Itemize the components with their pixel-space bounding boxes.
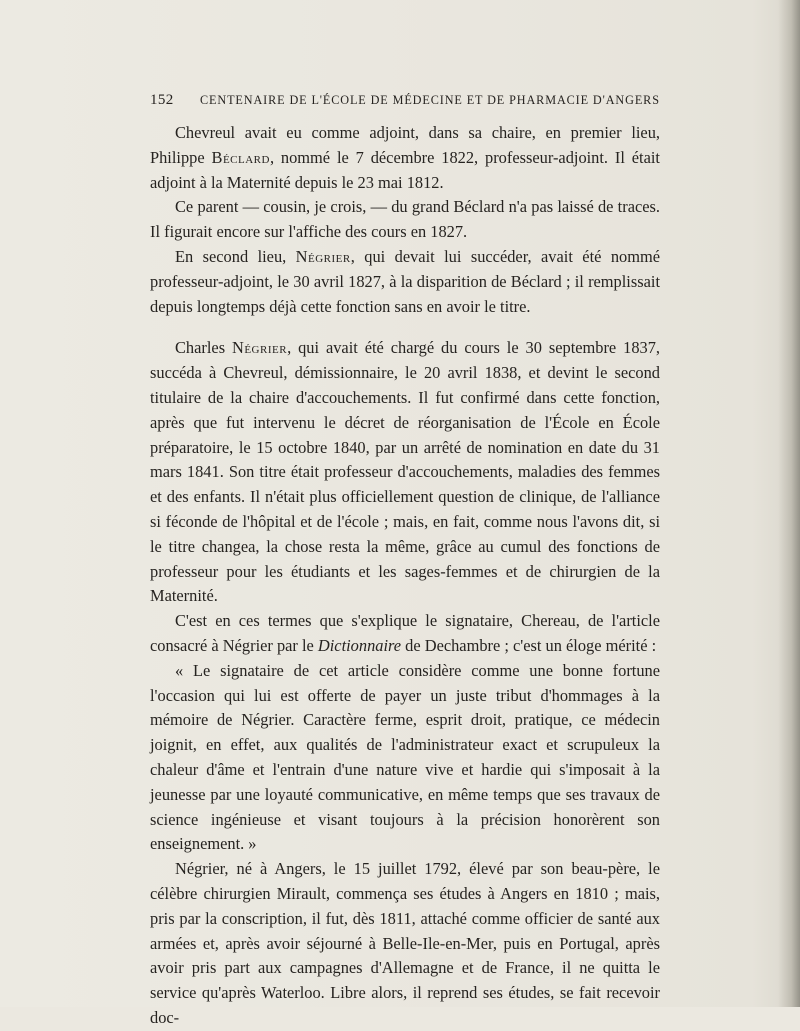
person-name: Béclard xyxy=(211,147,270,167)
paragraph: Négrier, né à Angers, le 15 juillet 1792, élevé par son beau-père, le célèbre chirurgien Mirault, commença ses études à Angers en 1810 ; mais, pris par la conscription, il fut, dès 1811, attaché comme officier de santé aux armées et, après avoir séjourné à Belle-Ile-en-Mer, puis en Portugal, après avoir pris part aux campagnes d'Allemagne et de France, il ne quitta le service qu'après Waterloo. Libre alors, il reprend ses études, se fait recevoir doc- xyxy=(150,859,660,1027)
text-run: Chevreul avait eu comme adjoint, dans sa chaire, en premier lieu, Philippe xyxy=(150,123,660,167)
paragraph xyxy=(150,336,660,609)
text-run: En second lieu, xyxy=(175,246,296,266)
person-name: Négrier xyxy=(295,246,351,266)
body-text xyxy=(150,121,660,1031)
text-run: Charles xyxy=(175,338,232,358)
running-title: CENTENAIRE DE L'ÉCOLE DE MÉDECINE ET DE PHARMACIE D'ANGERS xyxy=(200,93,660,107)
text-run: , qui devait lui succéder, avait été nommé professeur-adjoint, le 30 avril 1827, à la disparition de Béclard ; il remplissait depuis longtemps déjà cette fonction sans en avoir le titre. xyxy=(150,246,660,316)
quotation-paragraph: « Le signataire de cet article considère comme une bonne fortune l'occasion qui lui est offerte de payer un juste tribut d'hommages à la mémoire de Négrier. Caractère ferme, esprit droit, pratique, ce médecin joignit, en effet, aux qualités de l'administrateur exact et scrupuleux la chaleur d'âme et l'entrain d'une nature vive et hardie qui s'imposait à la jeunesse par une loyauté communicative, en même temps que ses travaux de science ingénieuse et visant toujours à la précision honorèrent son enseignement. » xyxy=(150,660,660,854)
text-run: , qui avait été chargé du cours le 30 septembre 1837, succéda à Chevreul, démissionnaire, le 20 avril 1838, et devint le second titulaire de la chaire d'accouchements. Il fut confirmé dans cette fonction, après que fut intervenu le décret de réorganisation de l'École en École préparatoire, le 15 octobre 1840, par un arrêté de nomination en date du 31 mars 1841. Son titre était professeur d'accouchements, maladies des femmes et des enfants. Il n'était plus officiellement question de clinique, de l'alliance si féconde de l'hôpital et de l'école ; mais, en fait, comme nous l'avons dit, si le titre changea, la chose resta la même, grâce au cumul des fonctions de professeur pour les étudiants et les sages-femmes et de chirurgien de la Maternité. xyxy=(150,338,661,606)
page-number: 152 xyxy=(150,92,174,108)
text-run: C'est en ces termes que s'explique le signataire, Chereau, de l'article consacré à Négrier par le xyxy=(150,611,660,655)
person-name: Négrier xyxy=(232,338,288,358)
text-run: , nommé le 7 décembre 1822, professeur-adjoint. Il était adjoint à la Maternité depuis le 23 mai 1812. xyxy=(150,147,660,192)
book-title: Dictionnaire xyxy=(317,635,402,655)
text-run: de Dechambre ; c'est un éloge mérité : xyxy=(401,635,657,655)
paragraph xyxy=(150,609,660,659)
paragraph xyxy=(150,121,660,195)
running-header xyxy=(150,92,660,112)
paragraph: Ce parent — cousin, je crois, — du grand Béclard n'a pas laissé de traces. Il figurait encore sur l'affiche des cours en 1827. xyxy=(150,197,660,242)
binding-shadow xyxy=(778,0,800,1007)
paragraph xyxy=(150,245,660,319)
